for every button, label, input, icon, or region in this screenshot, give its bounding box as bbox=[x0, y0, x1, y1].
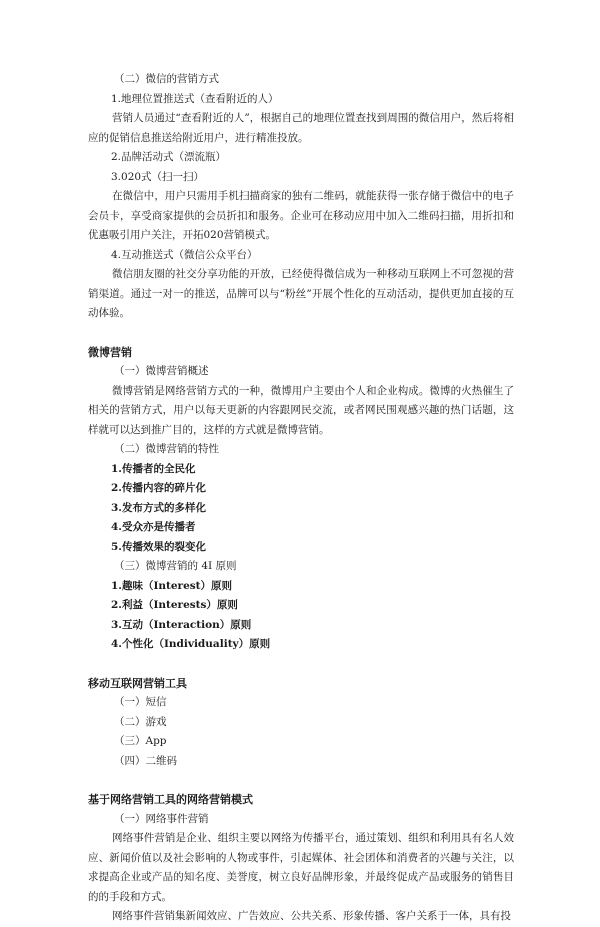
wechat-item2-title: 2.品牌活动式（漂流瓶） bbox=[111, 151, 227, 163]
mobile-tool-item: （二）游戏 bbox=[114, 715, 167, 728]
weibo-overview-heading: （一）微博营销概述 bbox=[114, 365, 209, 377]
mobile-tool-item: （一）短信 bbox=[114, 696, 167, 708]
wechat-item4-title: 4.互动推送式（微信公众平台） bbox=[111, 248, 258, 261]
item-text: 趣味（Interest）原则 bbox=[121, 579, 233, 592]
weibo-feature-item bbox=[88, 479, 514, 499]
item-number: 1. bbox=[111, 462, 122, 475]
weibo-principle-item bbox=[88, 577, 514, 597]
network-event-para2: 网络事件营销集新闻效应、广告效应、公共关系、形象传播、客户关系于一体，具有投 bbox=[112, 910, 511, 922]
item-text: 传播者的全民化 bbox=[121, 462, 196, 475]
item-number: 1. bbox=[111, 579, 122, 592]
item-text: 个性化（Individuality）原则 bbox=[121, 638, 271, 650]
wechat-item4-text: 微信朋友圈的社交分享功能的开放，已经使得微信成为一种移动互联网上不可忽视的营销渠道。通过一对一的推送，品牌可以与“粉丝”开展个性化的互动活动，提供更加直接的互动体验。 bbox=[88, 268, 514, 319]
mobile-tools-title: 移动互联网营销工具 bbox=[88, 676, 187, 690]
network-event-heading: （一）网络事件营销 bbox=[114, 812, 209, 825]
mobile-tool-item: （四）二维码 bbox=[114, 754, 177, 767]
item-number: 2. bbox=[111, 482, 122, 494]
weibo-principle-item bbox=[88, 596, 514, 616]
item-text: 发布方式的多样化 bbox=[121, 501, 206, 514]
network-event-para1: 网络事件营销是企业、组织主要以网络为传播平台，通过策划、组织和利用具有名人效应、新闻价值以及社会影响的人物或事件，引起媒体、社会团体和消费者的兴趣与关注，以求提高企业或产品的知名度、美誉度，树立良好品牌形象，并最终促成产品或服务的销售目的的手段和方式。 bbox=[88, 832, 514, 903]
document-body bbox=[88, 70, 514, 927]
item-text: 利益（Interests）原则 bbox=[121, 599, 238, 611]
wechat-item1-title: 1.地理位置推送式（查看附近的人） bbox=[111, 92, 279, 105]
wechat-item3-text: 在微信中，用户只需用手机扫描商家的独有二维码，就能获得一张存储于微信中的电子会员卡，享受商家提供的会员折扣和服务。企业可在移动应用中加入二维码扫描，用折扣和优惠吸引用户关注，开拓020营销模式。 bbox=[88, 190, 514, 241]
mobile-tool-item: （三）App bbox=[114, 735, 167, 747]
weibo-feature-item bbox=[88, 538, 514, 558]
item-text: 传播效果的裂变化 bbox=[121, 540, 206, 553]
wechat-methods-heading: （二）微信的营销方式 bbox=[114, 73, 219, 85]
item-number: 4. bbox=[111, 521, 122, 533]
weibo-principles-heading: （三）微博营销的 4I 原则 bbox=[114, 560, 237, 572]
weibo-feature-item bbox=[88, 518, 514, 538]
item-text: 传播内容的碎片化 bbox=[121, 482, 206, 494]
item-text: 互动（Interaction）原则 bbox=[121, 618, 252, 631]
item-number: 4. bbox=[111, 638, 122, 650]
weibo-features-heading: （二）微博营销的特性 bbox=[114, 443, 219, 455]
weibo-section-title: 微博营销 bbox=[88, 345, 132, 359]
network-model-title: 基于网络营销工具的网络营销模式 bbox=[88, 793, 253, 806]
weibo-overview-text: 微博营销是网络营销方式的一种，微博用户主要由个人和企业构成。微博的火热催生了相关的营销方式，用户以每天更新的内容跟网民交流，或者网民围观感兴趣的热门话题，这样就可以达到推广目的，这样的方式就是微博营销。 bbox=[88, 384, 514, 436]
weibo-feature-item bbox=[88, 499, 514, 519]
weibo-principle-item bbox=[88, 635, 514, 655]
item-text: 受众亦是传播者 bbox=[121, 521, 196, 533]
item-number: 5. bbox=[111, 540, 122, 553]
wechat-item1-text: 营销人员通过“查看附近的人”，根据自己的地理位置查找到周围的微信用户，然后将相应的促销信息推送给附近用户，进行精准投放。 bbox=[88, 112, 514, 144]
wechat-item3-title: 3.020式（扫一扫） bbox=[111, 170, 205, 183]
item-number: 3. bbox=[111, 618, 122, 631]
weibo-feature-item bbox=[88, 460, 514, 480]
item-number: 2. bbox=[111, 599, 122, 611]
item-number: 3. bbox=[111, 501, 122, 514]
weibo-principle-item bbox=[88, 616, 514, 636]
